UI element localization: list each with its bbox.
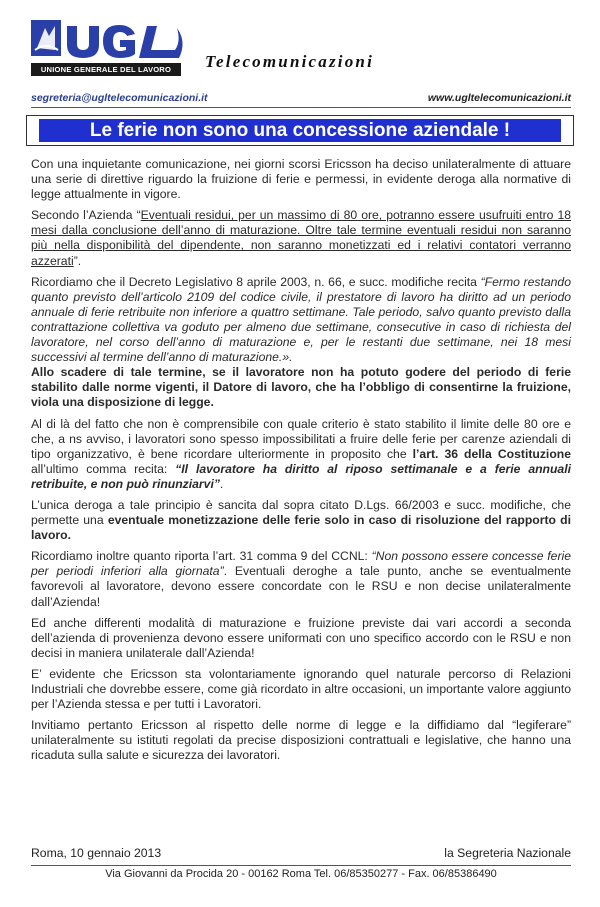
brand-title: Telecomunicazioni xyxy=(205,52,375,71)
header-divider xyxy=(31,107,571,108)
ccnl-lead: Ricordiamo inoltre quanto riporta l’art. 31 comma 9 del CCNL: xyxy=(31,549,372,564)
decree-quote: “Fermo restando quanto previsto dell’articolo 2109 del codice civile, il prestatore di lavoro ha diritto ad un periodo annuale di ferie retribuite non inferiore a quattro settimane. Tale periodo, salvo quanto previsto dalla contrattazione collettiva va goduto per almeno due settimane, consecutive in caso di richiesta del lavoratore, nel corso dell’anno di maturazione e, per le restanti due settimane, nei 18 mesi successivi al termine dell’anno di maturazione.». xyxy=(31,274,571,365)
derogation-lead: L’unica deroga a tale principio è sancita dal sopra citato D.Lgs. 66/2003 e succ. modifiche, che permette una xyxy=(31,497,571,528)
signature-date: Roma, 10 gennaio 2013 xyxy=(31,846,162,860)
paragraph-decree xyxy=(31,275,571,366)
footer-address: Via Giovanni da Procida 20 - 00162 Roma Tel. 06/85350277 - Fax. 06/85386490 xyxy=(105,868,497,880)
ccnl-quote: “Non possono essere concesse ferie per periodi inferiori alla giornata” xyxy=(31,549,572,579)
email-link[interactable]: segreteria@ugltelecomunicazioni.it xyxy=(31,92,208,104)
derogation-bold: eventuale monetizzazione delle ferie solo in caso di risoluzione del rapporto di lavoro. xyxy=(31,513,572,543)
paragraph-derogation xyxy=(31,498,571,543)
paragraph-violation: Allo scadere di tale termine, se il lavoratore non ha potuto godere del periodo di ferie stabilito dalle norme vigenti, il Datore di lavoro, che ha l’obbligo di consentirne la fruizione, viola una disposizione di legge. xyxy=(31,365,571,410)
paragraph-invitation: Invitiamo pertanto Ericsson al rispetto delle norme di legge e la diffidiamo dal “legiferare” unilateralmente su istituti regolati da precise disposizioni contrattuali e legislative, che hanno una ricaduta sulla salute e sicurezza dei lavoratori. xyxy=(31,718,571,763)
logo-subtitle: UNIONE GENERALE DEL LAVORO xyxy=(40,65,172,74)
constitution-mid: all’ultimo comma recita: xyxy=(31,461,176,476)
website-link[interactable]: www.ugltelecomunicazioni.it xyxy=(427,92,571,104)
signature-row xyxy=(31,846,571,862)
contact-row xyxy=(31,92,571,106)
letterhead xyxy=(0,0,600,90)
paragraph-company-statement xyxy=(31,208,571,268)
paragraph-accords: Ed anche differenti modalità di maturazione e fruizione previste dai vari accordi a seconda dell’azienda di provenienza devono essere uniformati con uno specifico accordo con le RSU e non decisi in maniera unilaterale dall’Azienda! xyxy=(31,615,571,660)
constitution-article: l’art. 36 della Costituzione xyxy=(412,446,571,461)
constitution-tail: . xyxy=(219,476,224,491)
paragraph-relations: E’ evidente che Ericsson sta volontariamente ignorando quel naturale percorso di Relazioni Industriali che dovrebbe essere, come già ricordato in altre occasioni, un importante valore aggiunto per l’Azienda stessa e per tutti i Lavoratori. xyxy=(31,666,571,712)
decree-lead: Ricordiamo che il Decreto Legislativo 8 aprile 2003, n. 66, e succ. modifiche recita xyxy=(31,274,481,289)
paragraph-constitution xyxy=(31,417,571,492)
document-title: Le ferie non sono una concessione aziendale ! xyxy=(39,119,561,142)
ugl-logo xyxy=(31,20,186,78)
paragraph-ccnl xyxy=(31,549,571,609)
statement-quote: Eventuali residui, per un massimo di 80 ore, potranno essere usufruiti entro 18 mesi dalla conclusione dell’anno di maturazione. Oltre tale termine eventuali residui non saranno più nella disponibilità del dipendente, non saranno monetizzati ed i relativi contatori verranno azzerati xyxy=(31,208,571,268)
ccnl-tail: . Eventuali deroghe a tale punto, anche se eventualmente favorevoli al lavoratore, devono essere concordate con le RSU e non decise unilateralmente dall’Azienda! xyxy=(31,564,571,609)
constitution-lead: Al di là del fatto che non è comprensibile con quale criterio è stato stabilito il limite delle 80 ore e che, a ns avviso, i lavoratori sono spesso impossibilitati a fruire delle ferie per carenze aziendali di tipo organizzativo, è bene ricordare ulteriormente in proposito che xyxy=(31,416,571,461)
statement-lead: Secondo l’Azienda “ xyxy=(31,208,141,223)
statement-tail: ”. xyxy=(73,253,82,268)
title-box xyxy=(26,115,574,146)
constitution-quote: “Il lavoratore ha diritto al riposo settimanale e a ferie annuali retribuite, e non può rinunziarvi” xyxy=(31,461,571,491)
paragraph-intro: Con una inquietante comunicazione, nei giorni scorsi Ericsson ha deciso unilateralmente di attuare una serie di direttive riguardo la fruizione di ferie e permessi, in evidente deroga alla normative di legge attualmente in vigore. xyxy=(31,157,571,202)
footer-divider xyxy=(31,865,571,866)
signature-signer: la Segreteria Nazionale xyxy=(444,846,571,860)
document-body xyxy=(31,157,571,769)
